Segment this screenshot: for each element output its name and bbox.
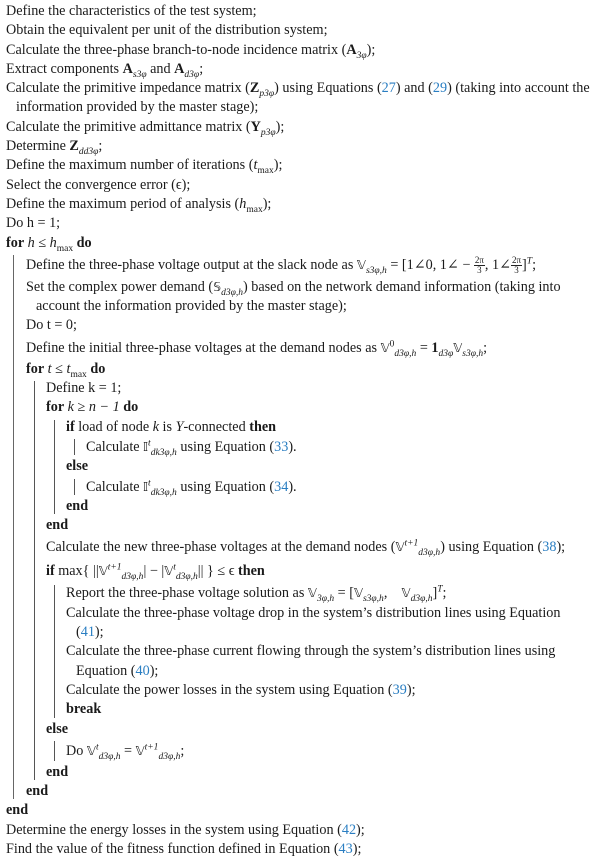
else-delta-body	[66, 477, 611, 497]
equation-link-39[interactable]: 39	[392, 681, 407, 698]
equation-link-42[interactable]: 42	[341, 821, 357, 838]
end-for-k-keyword: end	[46, 517, 69, 534]
step-power-demand-cont: account the information provided by the master stage);	[36, 298, 347, 315]
else-keyword: else	[66, 458, 89, 475]
step-report-solution: Report the three-phase voltage solution as 𝕍$_{3\varphi,h}$ = [𝕍$_{s3\varphi,h}$, 𝕍$_{d3\varphi,h}$]$^T$;	[66, 584, 447, 605]
step-init-t: Do t = 0;	[26, 317, 77, 334]
for-k-header: for k ≥ n − 1 do	[46, 399, 139, 416]
step-extract-components: Extract components $A_{s3\varphi}$ and $A_{d3\varphi}$;	[6, 60, 204, 80]
step-energy-losses: Determine the energy losses in the system using Equation (42);	[6, 821, 365, 838]
if-convergence-body	[46, 583, 611, 719]
step-slack-voltage: Define the three-phase voltage output at the slack node as 𝕍$_{s3\varphi,h}$ = [1∠0, 1∠ − $\frac{2\pi}{3}$ , 1∠ $\frac{2\pi}{3}$ ]$^T$;	[26, 255, 537, 276]
end-for-t-keyword: end	[26, 783, 49, 800]
else-update-body	[46, 739, 611, 763]
step-calc-current-y: Calculate 𝕀$^t_{dk3\varphi,h}$ using Equation (33).	[86, 438, 297, 458]
if-y-connected-body	[66, 437, 611, 457]
step-line-current-cont: Equation (40);	[76, 662, 159, 679]
end-if-keyword: end	[46, 763, 69, 780]
if-y-connected-header: if load of node k is Y-connected then	[66, 418, 277, 435]
step-max-iterations: Define the maximum number of iterations $(t_{max})$;	[6, 157, 283, 177]
equation-link-38[interactable]: 38	[542, 539, 557, 556]
equation-link-27[interactable]: 27	[381, 80, 396, 97]
step-new-voltages: Calculate the new three-phase voltages at the demand nodes (𝕍$^{t+1}_{d3\varphi,h}$) using Equation (38);	[46, 538, 566, 559]
fraction-2pi-3: $\frac{2\pi}{3}$	[474, 255, 484, 276]
for-h-header: for $h \le h_{max}$ do	[6, 234, 92, 254]
step-init-h: Do h = 1;	[6, 215, 61, 232]
step-admittance-matrix: Calculate the primitive admittance matrix $(Y_{p3\varphi})$;	[6, 118, 285, 138]
step-impedance-matrix: Calculate the primitive impedance matrix $(Z_{p3\varphi})$ using Equations (27) and (29) (taking into account the	[6, 80, 590, 100]
step-determine-zdd: Determine $Z_{dd3\varphi}$;	[6, 138, 103, 157]
fraction-2pi-3: $\frac{2\pi}{3}$	[512, 255, 522, 276]
step-convergence-error: Select the convergence error (ϵ);	[6, 176, 191, 193]
step-calc-current-delta: Calculate 𝕀$^t_{dk3\varphi,h}$ using Equation (34).	[86, 477, 297, 498]
for-h-body	[6, 253, 611, 802]
end-if-keyword: end	[66, 497, 89, 514]
step-power-losses: Calculate the power losses in the system using Equation (39);	[66, 681, 416, 698]
equation-link-43[interactable]: 43	[338, 840, 353, 857]
equation-link-40[interactable]: 40	[135, 662, 150, 679]
equation-link-41[interactable]: 41	[80, 624, 95, 641]
step-update-voltage: Do 𝕍$^t_{d3\varphi,h}$ = 𝕍$^{t+1}_{d3\varphi,h}$;	[66, 742, 185, 762]
step-per-unit: Obtain the equivalent per unit of the distribution system;	[6, 22, 328, 39]
for-t-body	[26, 379, 611, 782]
step-fitness-function: Find the value of the fitness function defined in Equation (43);	[6, 840, 362, 857]
equation-link-29[interactable]: 29	[432, 80, 448, 97]
for-t-header: for $t \le t_{max}$ do	[26, 360, 106, 380]
else-keyword: else	[46, 720, 69, 737]
step-max-period: Define the maximum period of analysis $(h_{max})$;	[6, 195, 272, 215]
step-incidence-matrix: Calculate the three-phase branch-to-node incidence matrix $(A_{3\varphi})$;	[6, 41, 376, 61]
step-define-k: Define k = 1;	[46, 380, 122, 397]
break-keyword: break	[66, 701, 102, 718]
end-for-h-keyword: end	[6, 802, 29, 819]
step-voltage-drop: Calculate the three-phase voltage drop in the system’s distribution lines using Equation	[66, 604, 561, 621]
step-define-characteristics: Define the characteristics of the test system;	[6, 3, 257, 19]
step-voltage-drop-cont: (41);	[76, 624, 104, 641]
if-convergence-header: if max{ ||𝕍$^{t+1}_{d3\varphi,h}$| − |𝕍$^t_{d3\varphi,h}$|| } ≤ ϵ then	[46, 562, 265, 583]
step-line-current: Calculate the three-phase current flowing through the system’s distribution lines using	[66, 643, 556, 660]
for-k-body	[46, 418, 611, 516]
equation-link-34[interactable]: 34	[274, 478, 289, 495]
step-power-demand: Set the complex power demand (𝕊$_{d3\varphi,h}$) based on the network demand information (taking into	[26, 278, 561, 298]
step-impedance-matrix-cont: information provided by the master stage);	[16, 99, 259, 116]
step-initial-voltages: Define the initial three-phase voltages at the demand nodes as 𝕍$^0_{d3\varphi,h}$ = $1_{d3\varphi}𝕍_{s3\varphi,h}$;	[26, 339, 488, 359]
equation-link-33[interactable]: 33	[274, 438, 289, 455]
